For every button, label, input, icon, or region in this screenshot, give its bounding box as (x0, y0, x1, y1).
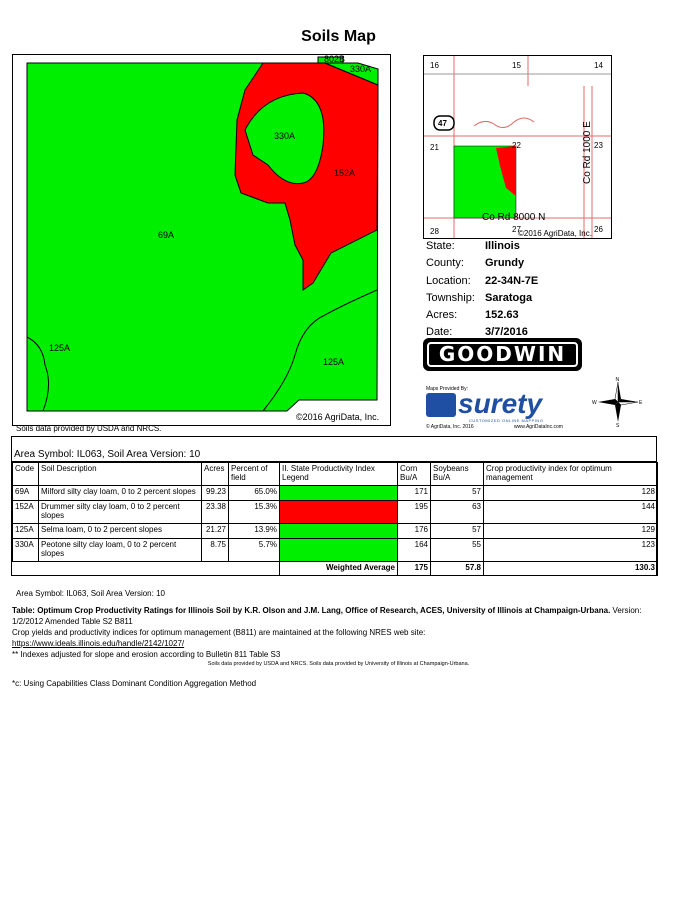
surety-globe-icon (426, 393, 456, 417)
map-label-69A: 69A (158, 230, 175, 240)
section-26: 26 (594, 225, 603, 234)
weighted-average-row: Weighted Average 175 57.8 130.3 (13, 562, 658, 576)
soils-source-note: Soils data provided by USDA and NRCS. (16, 424, 162, 433)
soil-table-box (11, 436, 657, 576)
source-note: Soils data provided by USDA and NRCS. Soils data provided by University of Illinois at Champaign-Urbana. (207, 661, 470, 667)
info-row-acres: Acres: 152.63 (426, 309, 519, 322)
locmap-copyright: ©2016 AgriData, Inc. (518, 229, 592, 238)
legend-swatch (280, 486, 397, 500)
soils-map[interactable] (12, 54, 391, 426)
svg-text:S: S (616, 423, 620, 428)
info-row-date: Date: 3/7/2016 (426, 326, 528, 339)
table-header-row: Code Soil Description Acres Percent of field II. State Productivity Index Legend Corn Bu/A Soybeans Bu/A Crop productivity index for optimum management (13, 463, 658, 486)
section-28: 28 (430, 227, 439, 236)
section-14: 14 (594, 61, 603, 70)
footnotes (12, 588, 652, 660)
legend-swatch (280, 539, 397, 561)
map-copyright: ©2016 AgriData, Inc. (296, 412, 380, 422)
table-header-bar: Area Symbol: IL063, Soil Area Version: 10 (12, 437, 656, 462)
table-row: 125A Selma loam, 0 to 2 percent slopes 21.27 13.9% 176 57 129 (13, 524, 658, 539)
table-row: 69A Milford silty clay loam, 0 to 2 percent slopes 99.23 65.0% 171 57 128 (13, 486, 658, 501)
surety-logo: Maps Provided By: surety CUSTOMIZED ONLINE MAPPING © AgriData, Inc. 2016 www.AgriDataInc.com (426, 386, 563, 430)
map-label-152A: 152A (334, 168, 356, 178)
svg-text:N: N (615, 377, 620, 383)
location-map[interactable] (423, 55, 612, 239)
svg-text:W: W (592, 400, 597, 406)
map-label-125A-left: 125A (49, 343, 71, 353)
legend-swatch (280, 524, 397, 538)
notes-crop-yields: Crop yields and productivity indices for optimum management (B811) are maintained at the following NRES web site: (12, 628, 426, 637)
notes-adjusted: ** Indexes adjusted for slope and erosion according to Bulletin 811 Table S3 (12, 650, 281, 659)
section-27: 27 (512, 225, 521, 234)
goodwin-logo: GOODWIN (423, 338, 582, 371)
nres-link[interactable]: https://www.ideals.illinois.edu/handle/2142/1027/ (12, 639, 185, 648)
table-row: 152A Drummer silty clay loam, 0 to 2 percent slopes 23.38 15.3% 195 63 144 (13, 501, 658, 524)
legend-swatch (280, 501, 397, 523)
map-label-802B: 802B (324, 55, 346, 64)
compass-rose-icon (592, 376, 644, 428)
info-row-county: County: Grundy (426, 257, 525, 270)
road-vertical: Co Rd 1000 E (582, 121, 593, 184)
route-shield: 47 (438, 119, 447, 128)
map-label-125A-right: 125A (323, 357, 345, 367)
section-23: 23 (594, 141, 603, 150)
map-label-330A-top: 330A (350, 64, 372, 74)
soil-table (12, 462, 658, 576)
notes-area-symbol: Area Symbol: IL063, Soil Area Version: 10 (16, 589, 165, 598)
info-row-township: Township: Saratoga (426, 291, 533, 304)
section-21: 21 (430, 143, 439, 152)
info-row-state: State: Illinois (426, 240, 520, 252)
info-row-location: Location: 22-34N-7E (426, 274, 539, 287)
section-16: 16 (430, 61, 439, 70)
svg-text:E: E (639, 400, 643, 406)
road-horizontal: Co Rd 8000 N (482, 212, 546, 223)
property-info (426, 240, 538, 344)
notes-table-title: Table: Optimum Crop Productivity Ratings for Illinois Soil by K.R. Olson and J.M. Lang, Office of Research, ACES, University of Illinois at Champaign-Urbana. Version: 1/2/2012 Amended Table S2 B811 (12, 606, 642, 626)
page-title: Soils Map (301, 28, 376, 45)
table-row: 330A Peotone silty clay loam, 0 to 2 percent slopes 8.75 5.7% 164 55 123 (13, 539, 658, 562)
section-22: 22 (512, 141, 521, 150)
section-15: 15 (512, 61, 521, 70)
aggregation-note: *c: Using Capabilities Class Dominant Condition Aggregation Method (12, 679, 257, 688)
map-label-330A: 330A (274, 131, 296, 141)
